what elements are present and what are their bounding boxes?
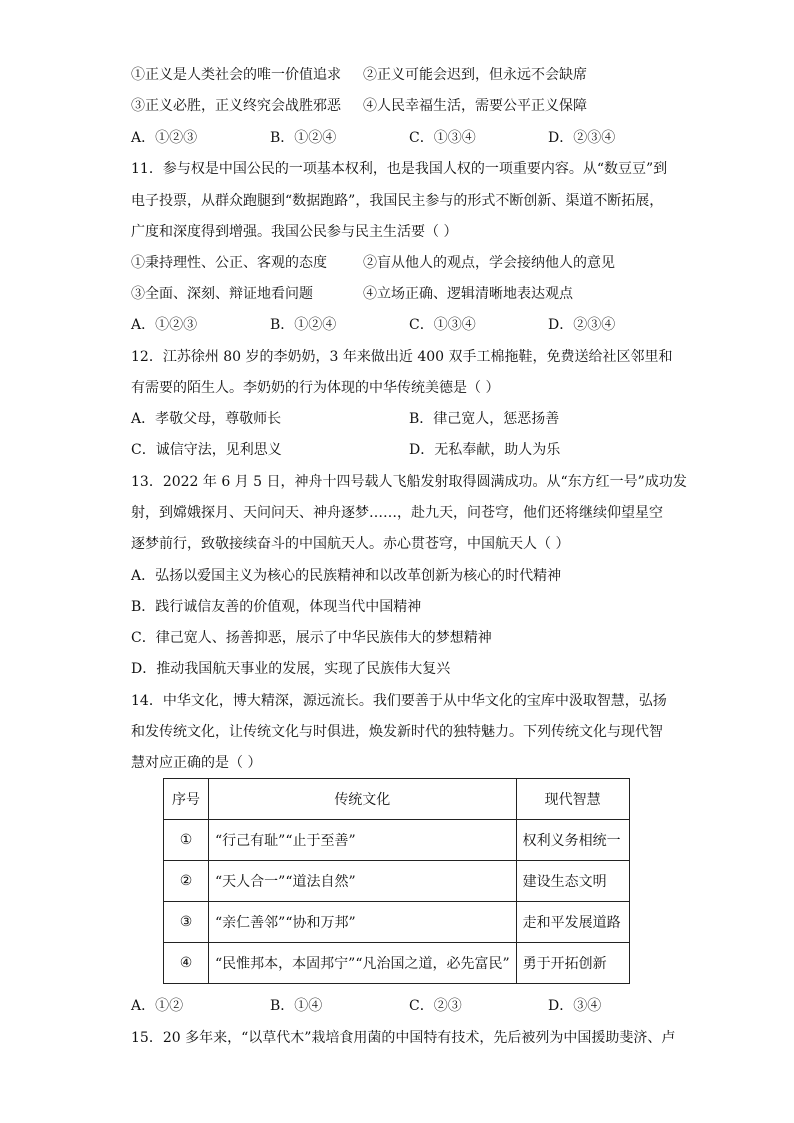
q14-option-d: D．③④	[548, 998, 602, 1014]
table-row	[164, 943, 630, 984]
q14-table	[163, 778, 630, 984]
q11-stem-line-3: 广度和深度得到增强。我国公民参与民主生活要（ ）	[131, 224, 458, 240]
table-cell: 勇于开拓创新	[516, 943, 629, 984]
table-row	[164, 861, 630, 902]
q12-stem-line-1: 12．江苏徐州 80 岁的李奶奶，3 年来做出近 400 双手工棉拖鞋，免费送给社区邻里和	[131, 349, 673, 365]
q11-option-c: C．①③④	[409, 317, 476, 333]
q12-option-d: D．无私奉献，助人为乐	[409, 442, 561, 458]
q11-stem-line-2: 电子投票，从群众跑腿到“数据跑路”，我国民主参与的形式不断创新、渠道不断拓展，	[131, 193, 664, 209]
table-header-cell: 传统文化	[209, 779, 517, 820]
q10-statement-4: ④人民幸福生活，需要公平正义保障	[363, 98, 587, 114]
q10-option-a: A．①②③	[131, 130, 198, 146]
table-cell: ③	[164, 902, 209, 943]
q12-option-b: B．律己宽人，惩恶扬善	[409, 411, 560, 427]
q14-option-a: A．①②	[131, 998, 184, 1014]
table-cell: “天人合一”“道法自然”	[209, 861, 517, 902]
table-cell: ①	[164, 820, 209, 861]
q10-option-b: B．①②④	[270, 130, 337, 146]
q13-stem-line-2: 射，到嫦娥探月、天问问天、神舟逐梦……，赴九天，问苍穹，他们还将继续仰望星空	[131, 505, 663, 521]
q11-statement-3: ③全面、深刻、辩证地看问题	[131, 286, 313, 302]
table-cell: ④	[164, 943, 209, 984]
q10-statement-1: ①正义是人类社会的唯一价值追求	[131, 67, 341, 83]
table-cell: 权利义务相统一	[516, 820, 629, 861]
table-cell: 走和平发展道路	[516, 902, 629, 943]
table-row	[164, 902, 630, 943]
q14-stem-line-3: 慧对应正确的是（ ）	[131, 755, 262, 771]
q14-stem-line-1: 14．中华文化，博大精深，源远流长。我们要善于从中华文化的宝库中汲取智慧，弘扬	[131, 693, 667, 709]
q13-option-a: A．弘扬以爱国主义为核心的民族精神和以改革创新为核心的时代精神	[131, 568, 562, 584]
q14-stem-line-2: 和发传统文化，让传统文化与时俱进，焕发新时代的独特魅力。下列传统文化与现代智	[131, 724, 663, 740]
q15-stem-line-1: 15．20 多年来，“以草代木”栽培食用菌的中国特有技术，先后被列为中国援助斐济、卢	[131, 1030, 676, 1046]
q10-statement-3: ③正义必胜，正义终究会战胜邪恶	[131, 98, 341, 114]
table-header-cell: 序号	[164, 779, 209, 820]
q10-statement-2: ②正义可能会迟到，但永远不会缺席	[363, 67, 587, 83]
q11-statement-2: ②盲从他人的观点，学会接纳他人的意见	[363, 255, 615, 271]
table-row	[164, 820, 630, 861]
table-cell: 建设生态文明	[516, 861, 629, 902]
q11-option-b: B．①②④	[270, 317, 337, 333]
q11-stem-line-1: 11．参与权是中国公民的一项基本权利，也是我国人权的一项重要内容。从“数豆豆”到	[131, 161, 668, 177]
q11-option-d: D．②③④	[548, 317, 616, 333]
q13-option-d: D．推动我国航天事业的发展，实现了民族伟大复兴	[131, 661, 451, 677]
q13-stem-line-1: 13．2022 年 6 月 5 日，神舟十四号载人飞船发射取得圆满成功。从“东方红一号”成功发	[131, 474, 687, 490]
q10-option-c: C．①③④	[409, 130, 476, 146]
q12-option-a: A．孝敬父母，尊敬师长	[131, 411, 282, 427]
table-cell: “民惟邦本，本固邦宁”“凡治国之道，必先富民”	[209, 943, 517, 984]
q14-option-b: B．①④	[270, 998, 323, 1014]
table-cell: “亲仁善邻”“协和万邦”	[209, 902, 517, 943]
q11-statement-4: ④立场正确、逻辑清晰地表达观点	[363, 286, 573, 302]
q13-option-c: C．律己宽人、扬善抑恶，展示了中华民族伟大的梦想精神	[131, 630, 492, 646]
q13-stem-line-3: 逐梦前行，致敬接续奋斗的中国航天人。赤心贯苍穹，中国航天人（ ）	[131, 536, 570, 552]
table-cell: “行己有耻”“止于至善”	[209, 820, 517, 861]
q11-option-a: A．①②③	[131, 317, 198, 333]
table-header-cell: 现代智慧	[516, 779, 629, 820]
table-header-row	[164, 779, 630, 820]
q11-statement-1: ①秉持理性、公正、客观的态度	[131, 255, 327, 271]
q13-option-b: B．践行诚信友善的价值观，体现当代中国精神	[131, 599, 422, 615]
q12-option-c: C．诚信守法，见利思义	[131, 442, 282, 458]
table-cell: ②	[164, 861, 209, 902]
q10-option-d: D．②③④	[548, 130, 616, 146]
q12-stem-line-2: 有需要的陌生人。李奶奶的行为体现的中华传统美德是（ ）	[131, 380, 500, 396]
q14-option-c: C．②③	[409, 998, 462, 1014]
